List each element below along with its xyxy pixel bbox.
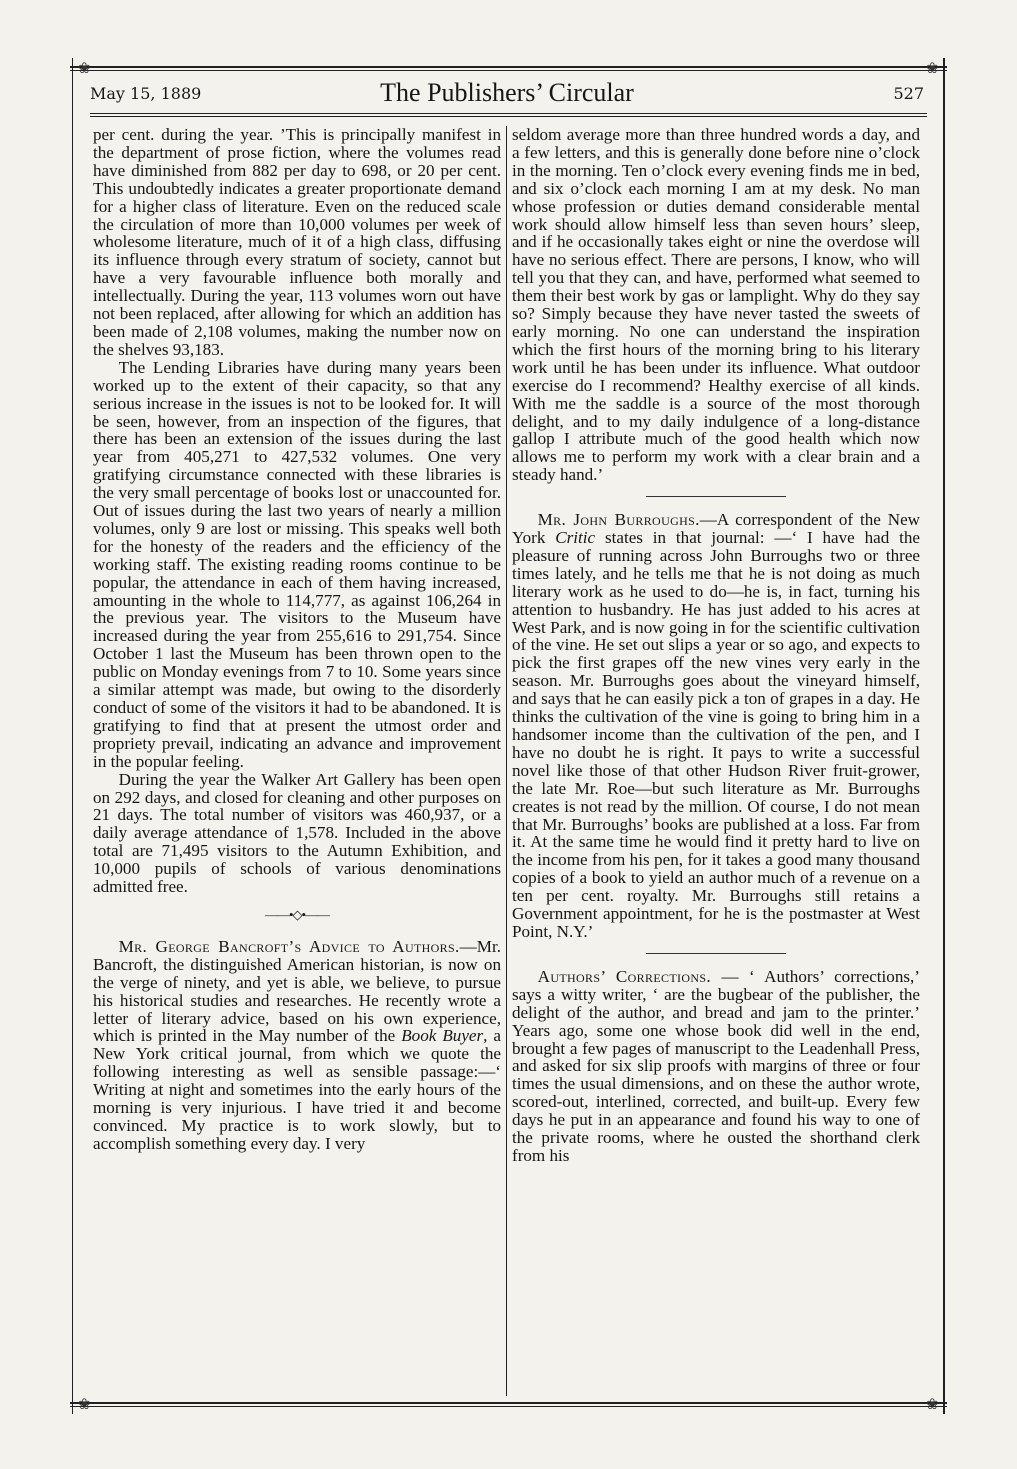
header-date: May 15, 1889: [90, 84, 202, 103]
corner-ornament-icon: ❀: [926, 1395, 939, 1413]
article-text: states in that journal: —‘ I have had the pleasure of running across John Burroughs two or three times lately, and he tells me that he is not doing as much literary work as he used to do—he is, in fact, turning his attention to husbandry. He has just added to his acres at West Park, and is now going in for the scientific cultivation of the vine. He set out slips a year or so ago, and expects to pick the first grapes off the new vines very early in the season. Mr. Burroughs goes about the vineyard himself, and says that he can easily pick a ton of grapes in a day. He thinks the cultivation of the vine is going to bring him in a handsomer income than the cultivation of the pen, and I have no doubt he is right. It pays to write a successful novel like those of that other Hudson River fruit-grower, the late Mr. Roe—but such literature as Mr. Burroughs creates is not read by the million. Of course, I do not mean that Mr. Burroughs’ books are published at a loss. Far from it. At the same time he would find it pretty hard to live on the income from his pen, for it takes a good many thousand copies of a book to yield an author much of a revenue on a ten per cent. royalty. Mr. Burroughs still retains a Government appointment, for he is the postmaster at West Point, N.Y.’: [512, 528, 920, 941]
article-text: —A correspondent of the New York: [512, 510, 920, 548]
article-authors-corrections: [512, 968, 920, 1165]
paragraph-walker-art-gallery: During the year the Walker Art Gallery has been open on 292 days, and closed for cleaning and other purposes on 21 days. The total number of visitors was 460,937, or a daily average attendance of 1,578. Included in the above total are 71,495 visitors to the Autumn Exhibition, and 10,000 pupils of schools of various denominations admitted free.: [93, 769, 501, 897]
right-column: [512, 126, 920, 1394]
bottom-border-rule: [70, 1402, 947, 1404]
corner-ornament-icon: ❀: [926, 59, 939, 77]
article-john-burroughs: [512, 511, 920, 941]
section-fleuron: ——•◇•——: [264, 906, 330, 922]
corner-ornament-icon: ❀: [78, 1395, 91, 1413]
paragraph-bancroft-continued: seldom average more than three hundred words a day, and a few letters, and this is generally done before nine o’clock in the morning. Ten o’clock every evening finds me in bed, and six o’clock each morning I am at my desk. No man whose profession or duties demand considerable mental work should allow himself less than seven hours’ sleep, and if he occasionally takes eight or nine the overdose will have no serious effect. There are persons, I know, who will tell you that they can, and have, performed what seemed to them their best work by gas or lamplight. Why do they say so? Simply because they have never tasted the sweets of early morning. No one can understand the inspiration which the first hours of the morning bring to his literary work until he has been under its influence. What outdoor exercise do I recommend? Healthy exercise of all kinds. With me the saddle is a source of the most thorough delight, and to my daily indulgence of a long-distance gallop I attribute much of the good health which now allows me to perform my work with a clear brain and a steady hand.’: [512, 126, 920, 485]
left-border-rule: [72, 58, 73, 1414]
section-divider: [646, 953, 786, 954]
article-text: —Mr. Bancroft, the distinguished American historian, is now on the verge of ninety, and yet is able, we believe, to pursue his historical studies and researches. He recently wrote a letter of literary advice, based on his own experience, which is printed in the May number of the: [93, 936, 501, 1046]
bottom-border-rule-thin: [70, 1406, 947, 1407]
column-divider: [506, 126, 507, 1396]
paragraph-lending-libraries: The Lending Libraries have during many years been worked up to the extent of their capacity, so that any serious increase in the issues is not to be looked for. It will be seen, however, from an inspection of the figures, that there has been an extension of the issues during the last year from 405,271 to 427,532 volumes. One very gratifying circumstance connected with these libraries is the very small percentage of books lost or unaccounted for. Out of issues during the last two years of nearly a million volumes, only 9 are lost or missing. This speaks well both for the honesty of the readers and the efficiency of the working staff. The existing reading rooms continue to be popular, the attendance in each of them having increased, amounting in the whole to 114,777, as against 106,264 in the previous year. The visitors to the Museum have increased during the year from 255,616 to 291,754. Since October 1 last the Museum has been thrown open to the public on Monday evenings from 7 to 10. Some years since a similar attempt was made, but owing to the disorderly conduct of some of the visitors it had to be abandoned. It is gratifying to find that at present the utmost order and propriety prevail, indicating an advance and improvement in the popular feeling.: [93, 357, 501, 771]
running-header: [90, 78, 924, 112]
article-bancroft-advice: [93, 938, 501, 1153]
left-column: [93, 126, 501, 1394]
article-heading: Mr. John Burroughs.: [537, 510, 700, 530]
corner-ornament-icon: ❀: [78, 59, 91, 77]
section-divider: [646, 496, 786, 497]
publication-title: Critic: [555, 528, 596, 548]
publication-title: Book Buyer: [401, 1026, 484, 1046]
article-heading: Authors’ Corrections.: [537, 966, 712, 986]
paragraph-library-statistics: per cent. during the year. ’This is principally manifest in the department of prose fiction, where the volumes read have diminished from 882 per day to 698, or 20 per cent. This undoubtedly indicates a greater proportionate demand for a higher class of literature. Even on the reduced scale the circulation of more than 10,000 volumes per week of wholesome literature, much of it of a high class, diffusing its influence through every stratum of society, cannot but have a very favourable influence both morally and intellectually. During the year, 113 volumes worn out have not been replaced, after allowing for which an addition has been made of 2,108 volumes, making the number now on the shelves 93,183.: [93, 126, 501, 359]
header-title: The Publishers’ Circular: [380, 78, 634, 107]
header-rule-double: [90, 116, 927, 117]
article-text: — ‘ Authors’ corrections,’ says a witty writer, ‘ are the bugbear of the publisher, the delight of the author, and bread and jam to the printer.’ Years ago, some one whose book did well in the end, brought a few pages of manuscript to the Leadenhall Press, and asked for six slip proofs with margins of three or four times the usual dimensions, and on these the author wrote, scored-out, interlined, corrected, and built-up. Every few days he put in an appearance and found his way to one of the private rooms, where he ousted the shorthand clerk from his: [512, 966, 920, 1165]
top-border-rule: [70, 66, 947, 68]
article-text: , a New York critical journal, from which we quote the following interesting as well as sensible passage:—‘ Writing at night and sometimes into the early hours of the morning is very injurious. I have tried it and become convinced. My practice is to work slowly, but to accomplish something every day. I very: [93, 1026, 501, 1153]
header-rule: [90, 113, 927, 114]
article-heading: Mr. George Bancroft’s Advice to Authors.: [118, 936, 460, 956]
header-page-number: 527: [893, 84, 924, 103]
top-border-rule-thin: [70, 70, 947, 71]
right-border-rule: [943, 58, 945, 1414]
